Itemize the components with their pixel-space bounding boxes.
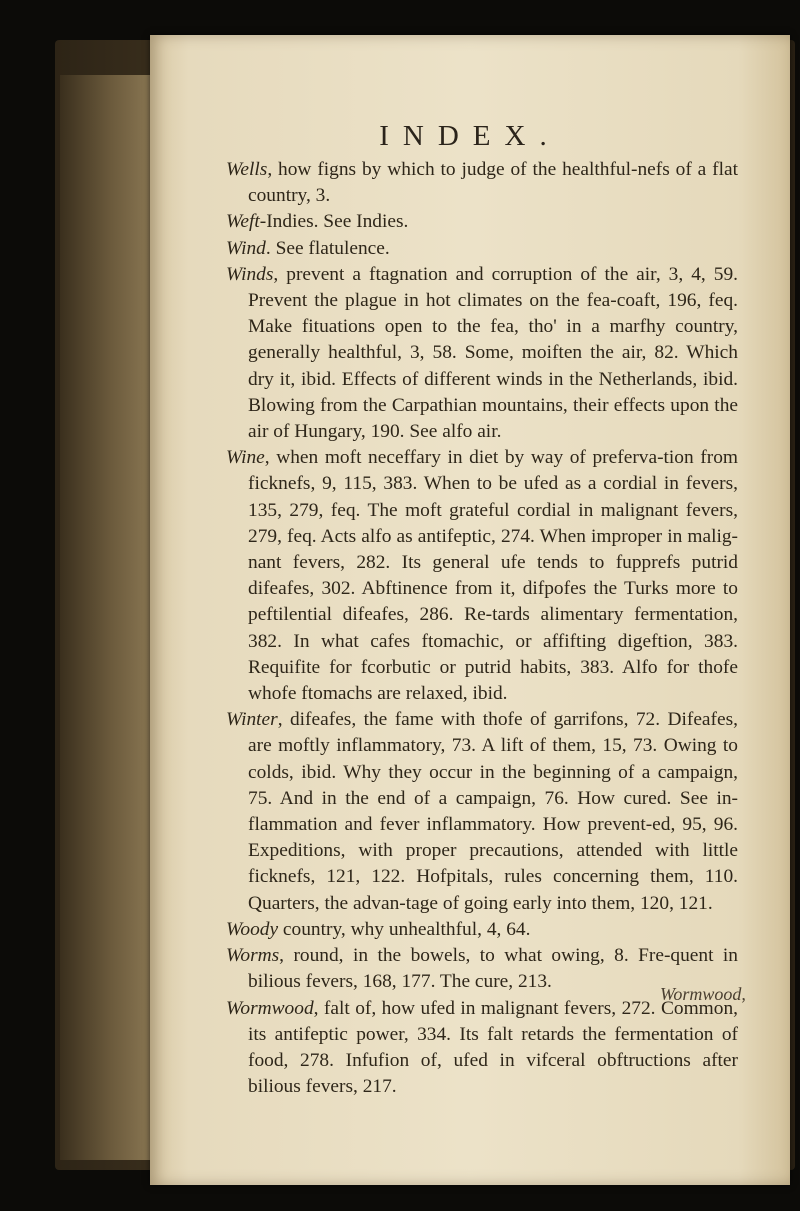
index-entry: [226, 209, 738, 235]
entry-headword: Wine: [226, 447, 265, 469]
page-gutter-shadow: [60, 75, 152, 1160]
entry-headword: Wind: [226, 237, 266, 259]
index-entries: [226, 157, 738, 1100]
running-head: INDEX.: [379, 120, 561, 152]
entry-headword: Woody: [226, 918, 279, 940]
index-entry: [226, 236, 738, 262]
index-entry: [226, 262, 738, 445]
entry-headword: Winter: [226, 709, 278, 731]
index-entry: [226, 445, 738, 707]
entry-text: , round, in the bowels, to what owing, 8. Fre-quent in bilious fevers, 168, 177. The cure, 213.: [248, 945, 738, 993]
entry-text: , prevent a ftagnation and corruption of the air, 3, 4, 59. Prevent the plague in hot climates on the fea-coaft, 196, feq. Make fituations open to the fea, tho' in a marfhy country, generally healthful, 3, 58. Some, moiften the air, 82. Which dry it, ibid. Effects of different winds in the Netherlands, ibid. Blowing from the Carpathian mountains, their effects upon the air of Hungary, 190. See alfo air.: [248, 263, 738, 443]
entry-headword: Wells: [226, 159, 268, 180]
entry-text: . See flatulence.: [265, 237, 390, 259]
index-entry: [226, 917, 738, 943]
entry-text: , when moft neceffary in diet by way of preferva-tion from ficknefs, 9, 115, 383. When to be ufed as a cordial in fevers, 135, 279, feq. The moft grateful cordial in malignant fevers, 279, feq. Acts alfo as antifeptic, 274. When improper in malig-nant fevers, 282. Its general ufe tends to fupprefs putrid difeafes, 302. Abftinence from it, difpofes the Turks more to peftilential difeafes, 286. Re-tards alimentary fermentation, 382. In what cafes ftomachic, or affifting digeftion, 383. Requifite for fcorbutic or putrid habits, 383. Alfo for thofe whofe ftomachs are relaxed, ibid.: [248, 447, 738, 705]
entry-text: , difeafes, the fame with thofe of garrifons, 72. Difeafes, are moftly inflammatory, 73. A lift of them, 15, 73. Owing to colds, ibid. Why they occur in the beginning of a campaign, 75. And in the end of a campaign, 76. How cured. See in-flammation and fever inflammatory. How prevent-ed, 95, 96. Expeditions, with proper precautions, attended with little ficknefs, 121, 122. Hofpitals, rules concerning them, 110. Quarters, the advan-tage of going early into them, 120, 121.: [248, 709, 738, 914]
index-entry: [226, 157, 738, 209]
entry-headword: Worms: [226, 945, 280, 967]
index-entry: [226, 707, 738, 917]
entry-text: , falt of, how ufed in malignant fevers, 272. Common, its antifeptic power, 334. Its falt retards the fermentation of food, 278. Infufion of, ufed in vifceral obftructions after bilious fevers, 217.: [248, 997, 738, 1098]
entry-headword: Winds: [226, 263, 274, 285]
entry-text: -Indies. See Indies.: [259, 211, 409, 233]
index-entry: [226, 996, 738, 1101]
entry-text: country, why unhealthful, 4, 64.: [278, 918, 531, 940]
entry-headword: Wormwood: [226, 997, 314, 1019]
catchword: Wormwood,: [660, 984, 746, 1004]
entry-headword: Weft: [226, 211, 260, 233]
entry-text: , how figns by which to judge of the healthful-nefs of a flat country, 3.: [248, 159, 738, 207]
